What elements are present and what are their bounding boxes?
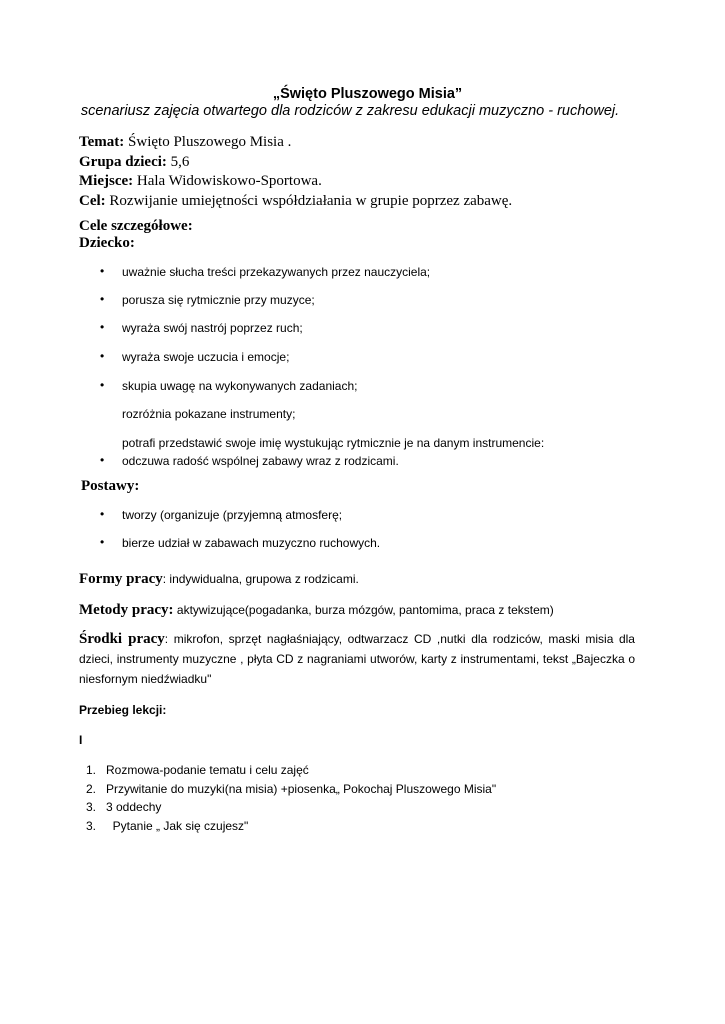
step-text: Rozmowa-podanie tematu i celu zajęć [106, 763, 309, 777]
step-text: Przywitanie do muzyki(na misia) +piosenka„ Pokochaj Pluszowego Misia" [106, 782, 497, 796]
bullet-icon: • [100, 378, 105, 392]
goal-plain-line: potrafi przedstawić swoje imię wystukując rytmicznie je na danym instrumencie: [122, 436, 545, 450]
document-title: „Święto Pluszowego Misia” [272, 86, 463, 102]
list-item-text: uważnie słucha treści przekazywanych przez nauczyciela; [122, 265, 431, 279]
bullet-icon: • [100, 453, 105, 467]
lesson-course-heading: Przebieg lekcji: [79, 703, 167, 717]
section-number: I [79, 733, 83, 747]
bullet-icon: • [100, 292, 105, 306]
child-heading: Dziecko: [79, 235, 135, 251]
list-item-text: wyraża swój nastrój poprzez ruch; [122, 321, 303, 335]
place-value: Hala Widowiskowo-Sportowa. [136, 173, 322, 189]
step-number: 2. [86, 782, 97, 796]
step-text: Pytanie „ Jak się czujesz" [106, 819, 249, 833]
group-value: 5,6 [170, 153, 190, 170]
work-forms-label: Formy pracy [79, 571, 163, 587]
work-methods-line [79, 602, 554, 619]
list-item-text: odczuwa radość wspólnej zabawy wraz z rodzicami. [122, 454, 399, 468]
place-line [79, 172, 512, 192]
bullet-icon: • [100, 264, 105, 278]
list-item-text: porusza się rytmicznie przy muzyce; [122, 293, 315, 307]
goal-value: Rozwijanie umiejętności współdziałania w grupie poprzez zabawę. [109, 192, 513, 209]
goal-label: Cel: [79, 192, 106, 209]
list-item-text: tworzy (organizuje (przyjemną atmosferę; [122, 508, 343, 522]
document-subtitle: scenariusz zajęcia otwartego dla rodziców z zakresu edukacji muzyczno - ruchowej. [80, 103, 620, 119]
teaching-aids-paragraph [79, 629, 635, 689]
step-number: 3. [86, 819, 97, 833]
list-item-text: skupia uwagę na wykonywanych zadaniach; [122, 379, 358, 393]
bullet-icon: • [100, 535, 105, 549]
work-forms-value: : indywidualna, grupowa z rodzicami. [162, 572, 359, 586]
lesson-meta [79, 133, 512, 211]
goals-heading: Cele szczegółowe: [79, 218, 193, 234]
detailed-goals-heading [79, 218, 193, 252]
attitudes-heading: Postawy: [81, 478, 140, 494]
place-label: Miejsce: [79, 173, 134, 189]
list-item-text: wyraża swoje uczucia i emocje; [122, 350, 290, 364]
teaching-aids-label: Środki pracy [79, 631, 165, 647]
work-methods-label: Metody pracy: [79, 602, 174, 618]
topic-value: Święto Pluszowego Misia . [128, 134, 292, 150]
bullet-icon: • [100, 507, 105, 521]
list-item-text: bierze udział w zabawach muzyczno ruchowych. [122, 536, 381, 550]
goal-plain-line: rozróżnia pokazane instrumenty; [122, 407, 296, 421]
topic-line [79, 133, 512, 153]
topic-label: Temat: [79, 134, 125, 150]
work-methods-value: aktywizujące(pogadanka, burza mózgów, pantomima, praca z tekstem) [173, 603, 554, 617]
group-label: Grupa dzieci: [79, 153, 167, 170]
group-line [79, 153, 512, 173]
teaching-aids-value: : mikrofon, sprzęt nagłaśniający, odtwarzacz CD ,nutki dla rodziców, maski misia dla dzieci, instrumenty muzyczne , płyta CD z nagraniami utworów, karty z instrumentami, tekst „Bajeczka o niesfornym niedźwiadku" [79, 632, 635, 686]
step-text: 3 oddechy [106, 800, 162, 814]
bullet-icon: • [100, 320, 105, 334]
goal-line [79, 192, 512, 212]
work-forms-line [79, 571, 359, 588]
bullet-icon: • [100, 349, 105, 363]
step-number: 3. [86, 800, 97, 814]
step-number: 1. [86, 763, 97, 777]
